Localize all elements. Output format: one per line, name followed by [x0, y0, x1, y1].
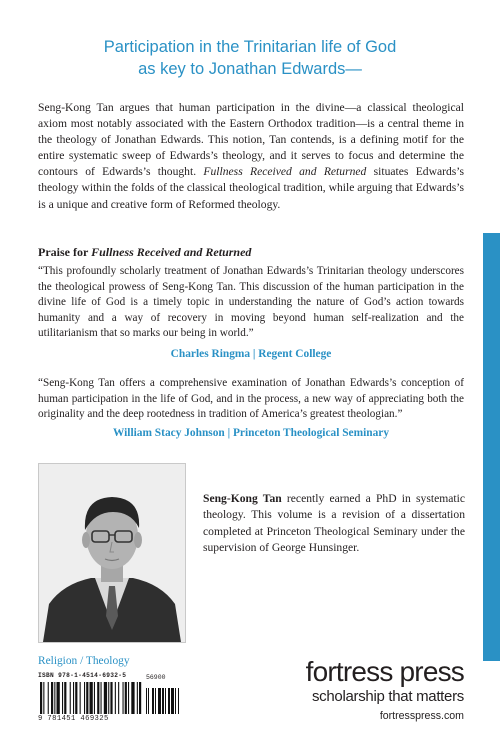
barcode-bar	[40, 682, 42, 714]
barcode-addon-bar	[178, 688, 179, 714]
barcode-addon-bar	[162, 688, 164, 714]
barcode-bar	[51, 682, 53, 714]
ean-digits: 9 781451 469325	[38, 715, 109, 723]
barcode-bar	[101, 682, 102, 714]
isbn-text: ISBN 978-1-4514-6932-5	[38, 672, 127, 679]
author-bio-text: recently earned a PhD in systematic theology. This volume is a revision of a dissertation completed at Princeton Theological Seminary under the supervision of George Hunsinger.	[203, 492, 465, 555]
barcode-bar	[128, 682, 129, 714]
barcode-addon-bar	[158, 688, 161, 714]
barcode-addon-bar	[148, 688, 149, 714]
author-portrait-image	[39, 464, 185, 642]
book-description	[38, 100, 464, 213]
author-name: Seng-Kong Tan	[203, 492, 282, 505]
barcode	[38, 672, 184, 724]
barcode-bar	[48, 682, 49, 714]
barcode-bar	[108, 682, 109, 714]
barcode-bar	[70, 682, 71, 714]
endorsement-quote-1: “This profoundly scholarly treatment of Jonathan Edwards’s Trinitarian theology underscores the theological prowess of Seng-Kong Tan. This discussion of the human participation in the divine life of God is a timely topic in understanding the nature of God’s action towards humanity and a way of recovery in moving beyond human self-realization and the utilitarianism that so marks our being in world.”	[38, 265, 464, 340]
barcode-bar	[73, 682, 74, 714]
barcode-bar	[57, 682, 60, 714]
publisher-tagline: scholarship that matters	[311, 688, 464, 705]
publisher-url: fortresspress.com	[379, 710, 464, 722]
barcode-bar	[75, 682, 77, 714]
barcode-bar	[54, 682, 55, 714]
barcode-bar	[84, 682, 85, 714]
barcode-bar	[137, 682, 138, 714]
barcode-addon-bar	[168, 688, 170, 714]
description-book-title: Fullness Received and Returned	[203, 165, 367, 179]
praise-book-title: Fullness Received and Returned	[91, 245, 252, 259]
barcode-bar	[43, 682, 44, 714]
author-bio	[203, 491, 465, 557]
barcode-bars	[38, 682, 184, 715]
description-part-1: Seng-Kong Tan argues that human participation in the divine—a classical theological axiom most notably associated with the Eastern Orthodox tradition—is a central theme in the theology of Jonathan Edwards. This notion, Tan contends, is a defining motif for the entire systematic sweep of Edwards’s theology, and it serves to focus and determine the contours of Edwards’s thought.	[38, 101, 464, 179]
headline-line-1: Participation in the Trinitarian life of God	[103, 38, 397, 56]
author-photo	[38, 463, 186, 643]
headline	[40, 36, 460, 80]
accent-stripe	[483, 233, 500, 661]
barcode-bar	[104, 682, 107, 714]
barcode-bar	[62, 682, 63, 714]
barcode-bar	[64, 682, 66, 714]
barcode-addon-bar	[146, 688, 147, 714]
publisher-name: fortress press	[305, 656, 464, 687]
praise-heading	[38, 245, 458, 260]
barcode-bar	[110, 682, 112, 714]
description-part-2: situates Edwards’s theology within the folds of the classical theological tradition, while arguing that Edwards’s is a unique and creative form of Reformed theology.	[38, 165, 465, 211]
barcode-addon-bar	[152, 688, 154, 714]
barcode-addon-bar	[175, 688, 176, 714]
publisher-block	[278, 657, 464, 724]
barcode-bar	[80, 682, 81, 714]
barcode-bar	[90, 682, 93, 714]
barcode-addon-bar	[171, 688, 174, 714]
endorsement-attribution-2: William Stacy Johnson | Princeton Theological Seminary	[112, 427, 390, 439]
headline-line-2: as key to Jonathan Edwards—	[138, 60, 362, 78]
barcode-bar	[94, 682, 95, 714]
barcode-bar	[115, 682, 116, 714]
barcode-bar	[139, 682, 141, 714]
praise-label: Praise for	[38, 245, 89, 259]
subject-category: Religion / Theology	[38, 655, 130, 667]
barcode-bar	[125, 682, 127, 714]
barcode-addon-bar	[165, 688, 166, 714]
endorsement-quote-2: “Seng-Kong Tan offers a comprehensive examination of Jonathan Edwards’s conception of human participation in the life of God, and in the process, a new way of appreciating both the originality and the deep rootedness in tradition of America’s greatest theologian.”	[38, 377, 464, 421]
endorsement-attribution-1: Charles Ringma | Regent College	[170, 348, 332, 360]
barcode-bar	[118, 682, 119, 714]
barcode-bar	[131, 682, 134, 714]
barcode-addon-bar	[155, 688, 156, 714]
barcode-bar	[97, 682, 99, 714]
barcode-bar	[86, 682, 88, 714]
price-code: 56900	[146, 674, 166, 681]
barcode-bar	[123, 682, 124, 714]
